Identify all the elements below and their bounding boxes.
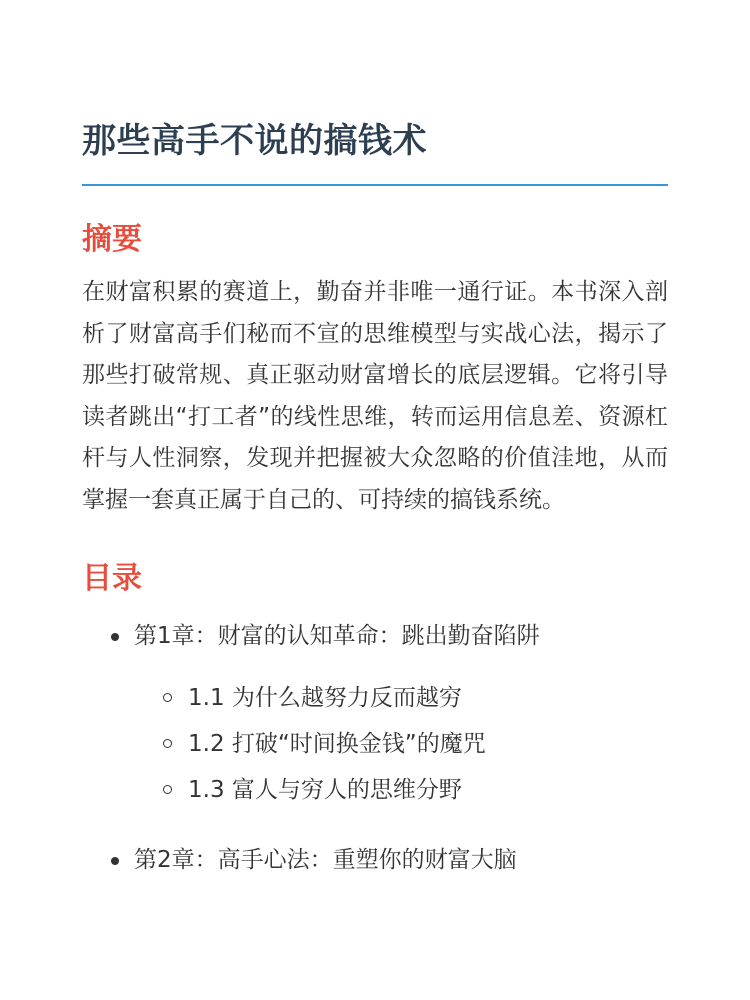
summary-text: 在财富积累的赛道上，勤奋并非唯一通行证。本书深入剖析了财富高手们秘而不宣的思维模型与实战心法，揭示了那些打破常规、真正驱动财富增长的底层逻辑。它将引导读者跳出“打工者”的线性思维，转而运用信息差、资源杠杆与人性洞察，发现并把握被大众忽略的价值洼地，从而掌握一套真正属于自己的、可持续的搞钱系统。 [82, 279, 668, 513]
toc-list [82, 619, 668, 877]
summary-heading: 摘要 [82, 222, 142, 257]
circle-bullet-icon [163, 739, 172, 748]
section-label: 1.2 打破“时间换金钱”的魔咒 [188, 731, 486, 757]
circle-bullet-icon [163, 693, 172, 702]
disc-bullet-icon [111, 633, 119, 641]
circle-bullet-icon [163, 785, 172, 794]
toc-section-1-3 [134, 767, 668, 813]
chapter-label: 第1章：财富的认知革命：跳出勤奋陷阱 [134, 623, 540, 649]
toc-section-1-2 [134, 721, 668, 767]
section-label: 1.1 为什么越努力反而越穷 [188, 685, 462, 711]
toc-chapter-2 [82, 843, 668, 877]
disc-bullet-icon [111, 857, 119, 865]
toc-sections-1 [134, 675, 668, 813]
title-divider [82, 184, 668, 186]
toc-section-1-1 [134, 675, 668, 721]
toc-heading: 目录 [82, 561, 142, 596]
toc-chapter-1 [82, 619, 668, 813]
chapter-label: 第2章：高手心法：重塑你的财富大脑 [134, 847, 517, 873]
section-label: 1.3 富人与穷人的思维分野 [188, 777, 462, 803]
page-title: 那些高手不说的搞钱术 [82, 121, 427, 161]
